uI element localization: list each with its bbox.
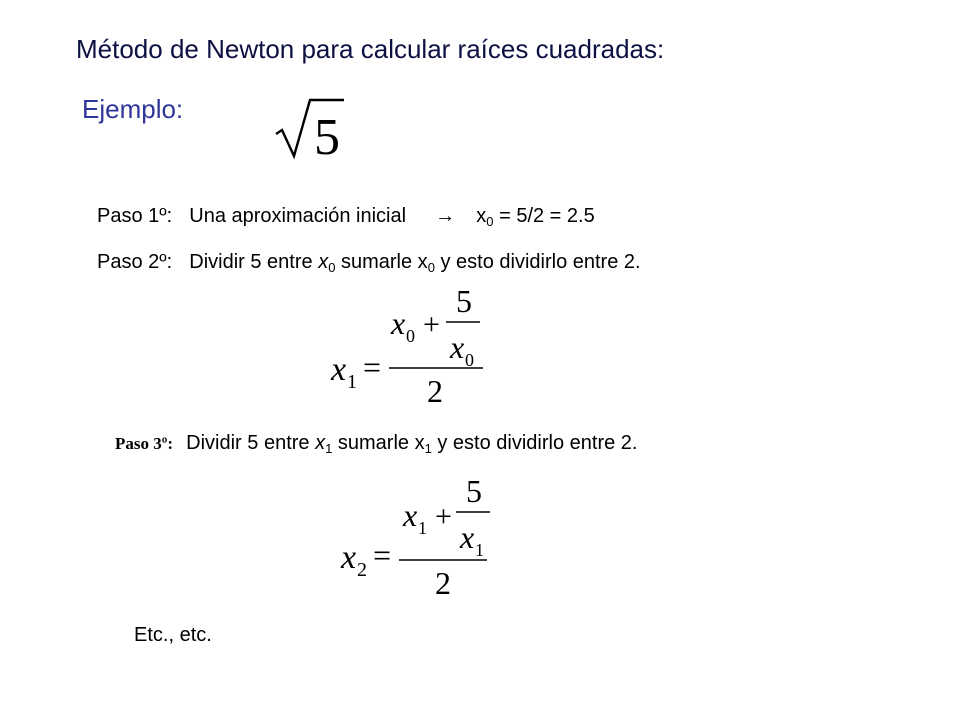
slide-title: Método de Newton para calcular raíces cuadradas: <box>76 34 665 64</box>
step-3-label: Paso 3º: <box>115 434 174 453</box>
formula-2-lhs-var: x <box>341 539 357 576</box>
step-2-text-b: sumarle x <box>335 251 428 273</box>
radicand: 5 <box>314 109 340 164</box>
arrow-symbol: → <box>435 205 456 227</box>
formula-2-inner-den-var: x <box>460 519 475 555</box>
step-1-text: Una aproximación inicial <box>189 205 407 227</box>
step-3-line <box>115 432 637 456</box>
formula-1-lhs-sub: 1 <box>347 371 357 393</box>
formula-2-denominator: 2 <box>435 565 451 600</box>
step-3-variable: x <box>315 432 326 454</box>
formula-2-inner-den-sub: 1 <box>475 540 484 560</box>
step-2-line <box>97 251 641 275</box>
sqrt-5-expression <box>272 94 352 164</box>
formula-1-equals: = <box>363 349 382 385</box>
formula-2-num-sub: 1 <box>418 518 427 538</box>
step-1-value: = 5/2 = 2.5 <box>493 205 595 227</box>
formula-1-inner-den-sub: 0 <box>465 350 474 370</box>
formula-1-inner-den-var: x <box>450 329 465 365</box>
step-3-text-c: y esto dividirlo entre 2. <box>431 432 638 454</box>
formula-1-lhs-var: x <box>331 351 347 388</box>
step-3-subscript-b: 1 <box>424 441 432 456</box>
formula-2-plus: + <box>435 500 452 533</box>
formula-2-num-var: x <box>403 497 418 533</box>
step-2-variable: x <box>318 251 329 273</box>
step-1-variable: x <box>476 205 487 227</box>
step-3-text-a: Dividir 5 entre <box>186 432 316 454</box>
formula-1-num-sub: 0 <box>406 326 415 346</box>
step-2-text-c: y esto dividirlo entre 2. <box>434 251 641 273</box>
formula-1-denominator: 2 <box>427 373 443 409</box>
step-3-subscript-a: 1 <box>325 441 333 456</box>
formula-x2 <box>335 470 505 600</box>
step-3-text-b: sumarle x <box>332 432 425 454</box>
formula-2-inner-num: 5 <box>466 473 482 509</box>
step-1-line <box>97 205 595 229</box>
step-2-text-a: Dividir 5 entre <box>189 251 319 273</box>
step-2-label: Paso 2º: <box>97 251 173 273</box>
formula-1-plus: + <box>423 308 440 341</box>
formula-2-equals: = <box>373 537 392 573</box>
step-2-subscript-a: 0 <box>328 260 336 275</box>
step-2-subscript-b: 0 <box>427 260 435 275</box>
closing-text: Etc., etc. <box>134 624 212 646</box>
step-1-subscript: 0 <box>486 214 494 229</box>
formula-2-lhs-sub: 2 <box>357 559 367 581</box>
step-1-label: Paso 1º: <box>97 205 173 227</box>
example-label: Ejemplo: <box>82 94 184 124</box>
formula-1-inner-num: 5 <box>456 283 472 319</box>
formula-x1 <box>325 282 495 412</box>
formula-1-num-var: x <box>391 305 406 341</box>
